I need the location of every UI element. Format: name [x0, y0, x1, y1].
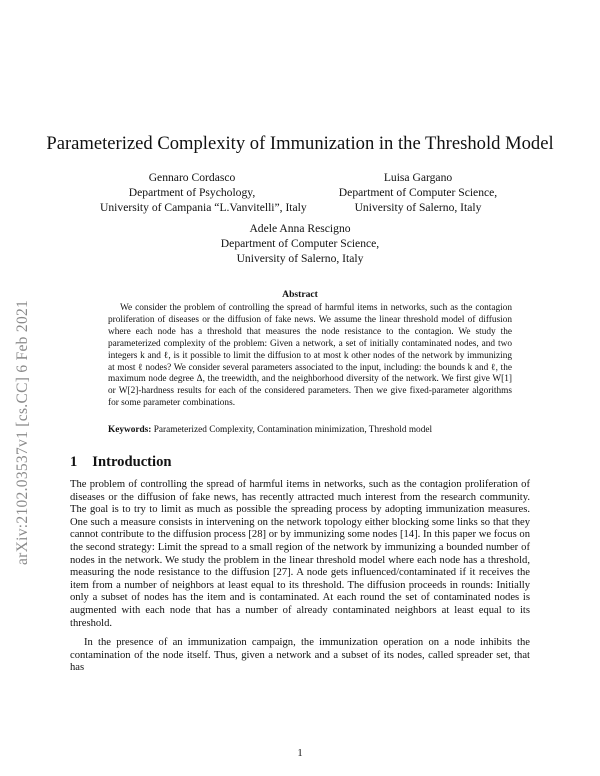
author-department: Department of Computer Science,: [338, 186, 498, 199]
author-department: Department of Psychology,: [128, 186, 256, 199]
body-paragraph: In the presence of an immunization campaign, the immunization operation on a node inhibits the contamination of the node itself. Thus, given a network and a subset of its nodes, called spreader set, that has: [70, 637, 530, 674]
author-block: [200, 221, 400, 266]
author-university: University of Campania “L.Vanvitelli”, Italy: [100, 201, 307, 214]
author-university: University of Salerno, Italy: [236, 252, 364, 265]
section-heading: [70, 454, 172, 471]
author-university: University of Salerno, Italy: [354, 201, 482, 214]
paper-title: Parameterized Complexity of Immunization in the Threshold Model: [46, 133, 554, 154]
keywords-label: Keywords:: [108, 425, 152, 435]
body-paragraph: The problem of controlling the spread of harmful items in networks, such as the contagion proliferation of diseases or the diffusion of fake news, has recently attracted much interest from the research community. The goal is to try to limit as much as possible the spreading process by adopting immunization measures. One such a measure consists in intervening on the network topology either blocking some links so that they cannot contribute to the diffusion process [28] or by immunizing some nodes [14]. In this paper we focus on the second strategy: Limit the spread to a small region of the network by immunizing a bounded number of nodes in the network. We study the problem in the linear threshold model where each node has a threshold, measuring the node resistance to the diffusion [27]. A node gets influenced/contaminated if it receives the item from a number of neighbors at least equal to its threshold. The diffusion proceeds in rounds: Initially only a subset of nodes has the item and is contaminated. At each round the set of contaminated nodes is augmented with each node that has a number of already contaminated neighbors at least equal to its threshold.: [70, 479, 530, 629]
section-number: 1: [70, 454, 78, 470]
page-number: 1: [297, 748, 303, 759]
arxiv-identifier: arXiv:2102.03537v1 [cs.CC] 6 Feb 2021: [14, 299, 31, 565]
abstract-text: We consider the problem of controlling the spread of harmful items in networks, such as the contagion proliferation of diseases or the diffusion of fake news. We assume the linear threshold model of diffusion where each node has a threshold that measures the node resistance to the contagion. We study the parameterized complexity of the problem: Given a network, a set of initially contaminated nodes, and two integers k and ℓ, is it possible to limit the diffusion to at most k other nodes of the network by immunizing at most ℓ nodes? We consider several parameters associated to the input, including: the bounds k and ℓ, the maximum node degree Δ, the treewidth, and the neighborhood diversity of the network. We first give W[1] or W[2]-hardness results for each of the considered parameters. Then we give fixed-parameter algorithms for some parameter combinations.: [108, 303, 512, 409]
section-title: Introduction: [92, 454, 172, 470]
author-name: Adele Anna Rescigno: [249, 222, 351, 235]
author-name: Gennaro Cordasco: [148, 171, 236, 184]
keywords-line: [108, 425, 512, 435]
keywords-list: Parameterized Complexity, Contamination minimization, Threshold model: [153, 425, 433, 435]
author-department: Department of Computer Science,: [220, 237, 380, 250]
author-name: Luisa Gargano: [383, 171, 453, 184]
author-block: [328, 170, 508, 215]
abstract-heading: Abstract: [282, 289, 318, 300]
author-block: [100, 170, 307, 215]
